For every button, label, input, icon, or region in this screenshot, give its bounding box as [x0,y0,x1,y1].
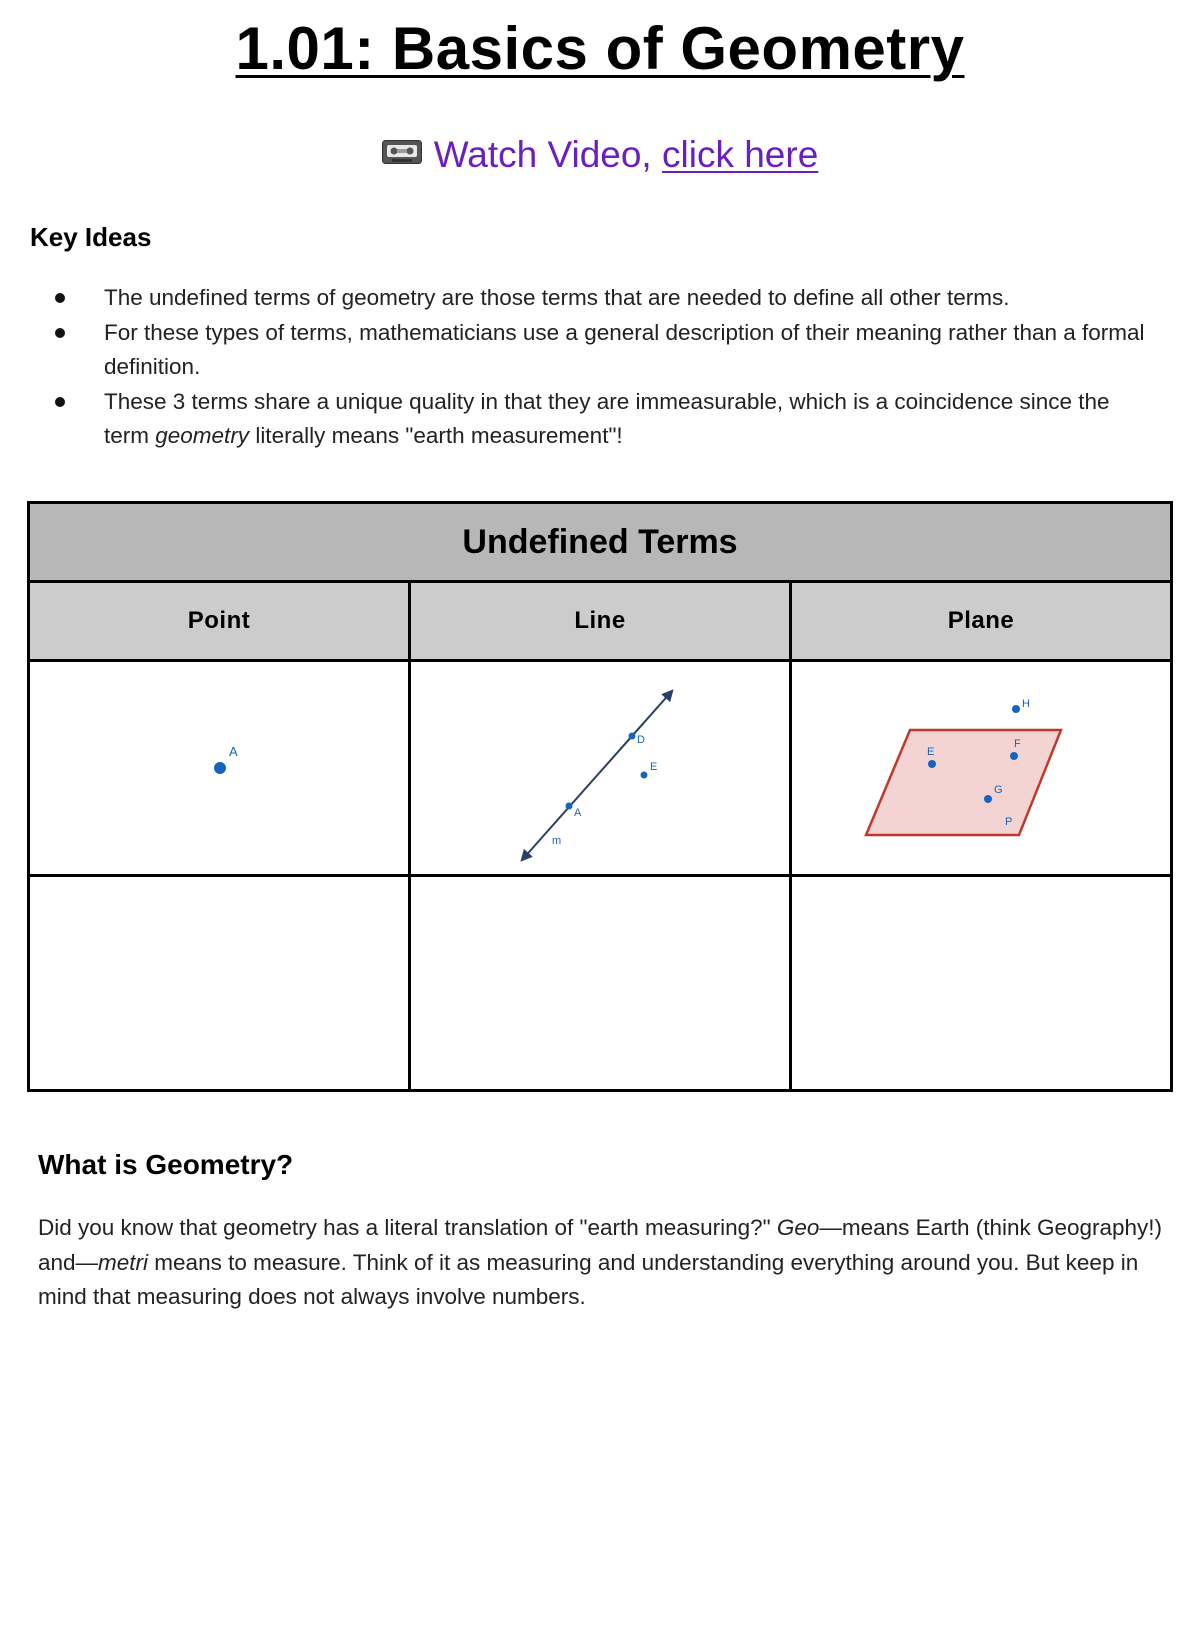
column-header-point: Point [29,582,410,661]
point-h-dot [1012,705,1020,713]
plane-p-label: P [1005,816,1013,828]
paragraph-part-3: means to measure. Think of it as measuring and understanding everything around you. But keep in mind that measuring does not always involve numbers. [38,1249,1139,1309]
paragraph-part-2: —means Earth (think Geography!) and— [38,1215,1163,1275]
line-figure [412,663,788,873]
point-g-label: G [994,784,1003,796]
bullet-icon [55,328,65,338]
key-ideas-list [45,281,1155,454]
point-d-dot [629,733,636,740]
point-a-label: A [229,744,238,759]
page-title: 1.01: Basics of Geometry [235,15,965,82]
point-f-label: F [1014,738,1021,750]
point-e-label: E [927,746,935,758]
list-item [45,316,1155,385]
point-figure [31,663,407,873]
metri-italic: metri [98,1249,149,1275]
line-notes-cell[interactable] [410,876,791,1091]
paragraph-part-1: Did you know that geometry has a literal translation of "earth measuring?" [38,1215,777,1240]
what-is-geometry-heading: What is Geometry? [38,1149,294,1180]
plane-notes-cell[interactable] [791,876,1172,1091]
column-header-line: Line [410,582,791,661]
list-item-text-after: literally means "earth measurement"! [249,423,623,448]
point-f-dot [1010,752,1018,760]
point-figure-cell [29,661,410,876]
line-m [522,691,672,860]
point-d-label: D [637,734,645,746]
point-g-dot [984,795,992,803]
column-header-plane: Plane [791,582,1172,661]
geometry-italic: geometry [155,423,250,448]
list-item-text: For these types of terms, mathematicians use a general description of their meaning rather than a formal definition. [104,319,1145,379]
list-item-text-before: These 3 terms share a unique quality in that they are immeasurable, which is a coincidence since the term [104,388,1110,448]
click-here-link[interactable]: click here [662,134,819,175]
point-a-on-line-dot [566,803,573,810]
point-a-dot [214,762,226,774]
list-item [45,385,1155,454]
point-e-dot [928,760,936,768]
watch-video-text: Watch Video, [433,134,662,175]
plane-p-shape [866,730,1061,835]
line-figure-cell [410,661,791,876]
plane-figure-cell [791,661,1172,876]
videocassette-icon [382,140,422,164]
watch-video-line [0,134,1200,176]
table-title: Undefined Terms [29,503,1172,582]
bullet-icon [55,293,65,303]
geo-italic: Geo [776,1215,820,1240]
point-e-label: E [650,761,658,773]
line-m-label: m [552,835,562,847]
point-a-on-line-label: A [574,807,582,819]
list-item-text: The undefined terms of geometry are those terms that are needed to define all other terms. [104,285,1010,310]
undefined-terms-table [27,501,1173,1092]
plane-figure [793,663,1169,873]
bullet-icon [55,397,65,407]
point-e-dot [641,772,648,779]
point-h-label: H [1022,698,1030,710]
key-ideas-heading: Key Ideas [30,222,152,252]
point-notes-cell[interactable] [29,876,410,1091]
list-item [45,281,1155,316]
what-is-geometry-paragraph [38,1211,1168,1315]
